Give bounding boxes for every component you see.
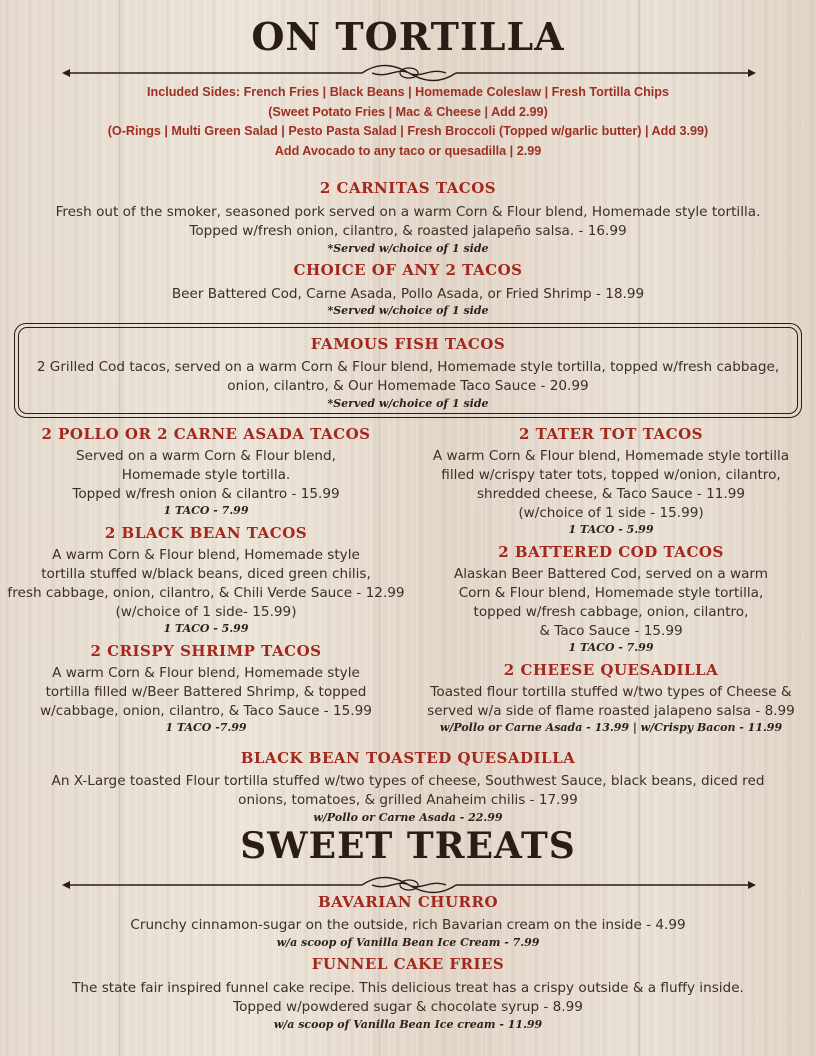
- item-description: A warm Corn & Flour blend, Homemade style tortilla: [432, 448, 790, 464]
- item-note: 1 TACO -7.99: [165, 721, 247, 734]
- item-description: (w/choice of 1 side- 15.99): [115, 604, 297, 620]
- sides-line: Add Avocado to any taco or quesadilla | 2.99: [274, 143, 542, 158]
- item-name: BLACK BEAN TOASTED QUESADILLA: [240, 749, 576, 767]
- item-description: A warm Corn & Flour blend, Homemade style: [52, 665, 360, 681]
- item-description: tortilla stuffed w/black beans, diced green chilis,: [41, 566, 371, 582]
- right-column: [406, 425, 816, 735]
- item-description: Topped w/fresh onion & cilantro - 15.99: [72, 486, 340, 502]
- item-description: w/cabbage, onion, cilantro, & Taco Sauce - 15.99: [40, 703, 372, 719]
- item-note: 1 TACO - 7.99: [163, 504, 249, 517]
- item-name: 2 TATER TOT TACOS: [518, 425, 704, 443]
- sides-line: Included Sides: French Fries | Black Beans | Homemade Coleslaw | Fresh Tortilla Chips: [147, 85, 669, 99]
- item-description: Topped w/powdered sugar & chocolate syrup - 8.99: [233, 999, 583, 1015]
- item-description: The state fair inspired funnel cake recipe. This delicious treat has a crispy outside & a fluffy inside.: [72, 980, 744, 996]
- item-note: *Served w/choice of 1 side: [327, 304, 489, 317]
- item-description: Crunchy cinnamon-sugar on the outside, rich Bavarian cream on the inside - 4.99: [130, 917, 686, 933]
- sides-line: (O-Rings | Multi Green Salad | Pesto Pasta Salad | Fresh Broccoli (Topped w/garlic butter) | Add 3.99): [107, 124, 709, 138]
- item-name: 2 BATTERED COD TACOS: [498, 543, 724, 561]
- item-description: An X-Large toasted Flour tortilla stuffed w/two types of cheese, Southwest Sauce, black beans, diced red: [51, 773, 765, 789]
- item-description: Fresh out of the smoker, seasoned pork served on a warm Corn & Flour blend, Homemade style tortilla.: [55, 204, 761, 220]
- item-note: 1 TACO - 5.99: [568, 523, 654, 536]
- item-description: topped w/fresh cabbage, onion, cilantro,: [473, 604, 749, 620]
- item-note: w/Pollo or Carne Asada - 13.99 | w/Crispy Bacon - 11.99: [439, 721, 783, 734]
- item-note: w/a scoop of Vanilla Bean Ice Cream - 7.99: [276, 936, 540, 949]
- item-description: Homemade style tortilla.: [121, 467, 291, 483]
- item-name: 2 BLACK BEAN TACOS: [104, 524, 308, 542]
- item-description: A warm Corn & Flour blend, Homemade style: [52, 547, 360, 563]
- item-name: 2 CRISPY SHRIMP TACOS: [90, 642, 322, 660]
- item-note: w/Pollo or Carne Asada - 22.99: [313, 811, 503, 824]
- item-description: Topped w/fresh onion, cilantro, & roasted jalapeño salsa. - 16.99: [189, 223, 627, 239]
- item-description: Alaskan Beer Battered Cod, served on a warm: [453, 566, 769, 582]
- item-note: 1 TACO - 5.99: [163, 622, 249, 635]
- item-description: 2 Grilled Cod tacos, served on a warm Corn & Flour blend, Homemade style tortilla, topped w/fresh cabbage,: [36, 359, 780, 375]
- item-description: filled w/crispy tater tots, topped w/onion, cilantro,: [441, 467, 781, 483]
- item-name: 2 CARNITAS TACOS: [319, 179, 497, 197]
- item-description: Beer Battered Cod, Carne Asada, Pollo Asada, or Fried Shrimp - 18.99: [171, 286, 645, 302]
- item-description: fresh cabbage, onion, cilantro, & Chili Verde Sauce - 12.99: [7, 585, 405, 601]
- item-name: 2 POLLO OR 2 CARNE ASADA TACOS: [41, 425, 371, 443]
- item-description: Toasted flour tortilla stuffed w/two types of Cheese &: [430, 684, 792, 700]
- item-name: 2 CHEESE QUESADILLA: [503, 661, 719, 679]
- item-note: *Served w/choice of 1 side: [327, 397, 489, 410]
- item-name: CHOICE OF ANY 2 TACOS: [293, 261, 523, 279]
- item-name: FAMOUS FISH TACOS: [310, 335, 506, 353]
- section-title-sweet-treats: SWEET TREATS: [240, 825, 576, 867]
- item-description: onion, cilantro, & Our Homemade Taco Sauce - 20.99: [227, 378, 589, 394]
- item-description: Corn & Flour blend, Homemade style tortilla,: [458, 585, 764, 601]
- section-title-on-tortilla: ON TORTILLA: [251, 14, 565, 59]
- ornament-divider: [62, 875, 756, 895]
- sides-line: (Sweet Potato Fries | Mac & Cheese | Add 2.99): [268, 104, 548, 119]
- item-name: BAVARIAN CHURRO: [317, 893, 499, 911]
- ornament-divider: [62, 63, 756, 83]
- item-name: FUNNEL CAKE FRIES: [311, 955, 505, 973]
- item-description: onions, tomatoes, & grilled Anaheim chilis - 17.99: [238, 792, 578, 808]
- item-description: (w/choice of 1 side - 15.99): [518, 505, 704, 521]
- item-description: served w/a side of flame roasted jalapeno salsa - 8.99: [427, 703, 795, 719]
- item-note: *Served w/choice of 1 side: [327, 242, 489, 255]
- item-description: tortilla filled w/Beer Battered Shrimp, & topped: [45, 684, 367, 700]
- item-description: & Taco Sauce - 15.99: [539, 623, 683, 639]
- item-note: w/a scoop of Vanilla Bean Ice cream - 11.99: [273, 1018, 543, 1031]
- left-column: [0, 425, 412, 735]
- item-note: 1 TACO - 7.99: [568, 641, 654, 654]
- item-description: shredded cheese, & Taco Sauce - 11.99: [476, 486, 746, 502]
- included-sides: [0, 83, 816, 161]
- item-description: Served on a warm Corn & Flour blend,: [76, 448, 336, 464]
